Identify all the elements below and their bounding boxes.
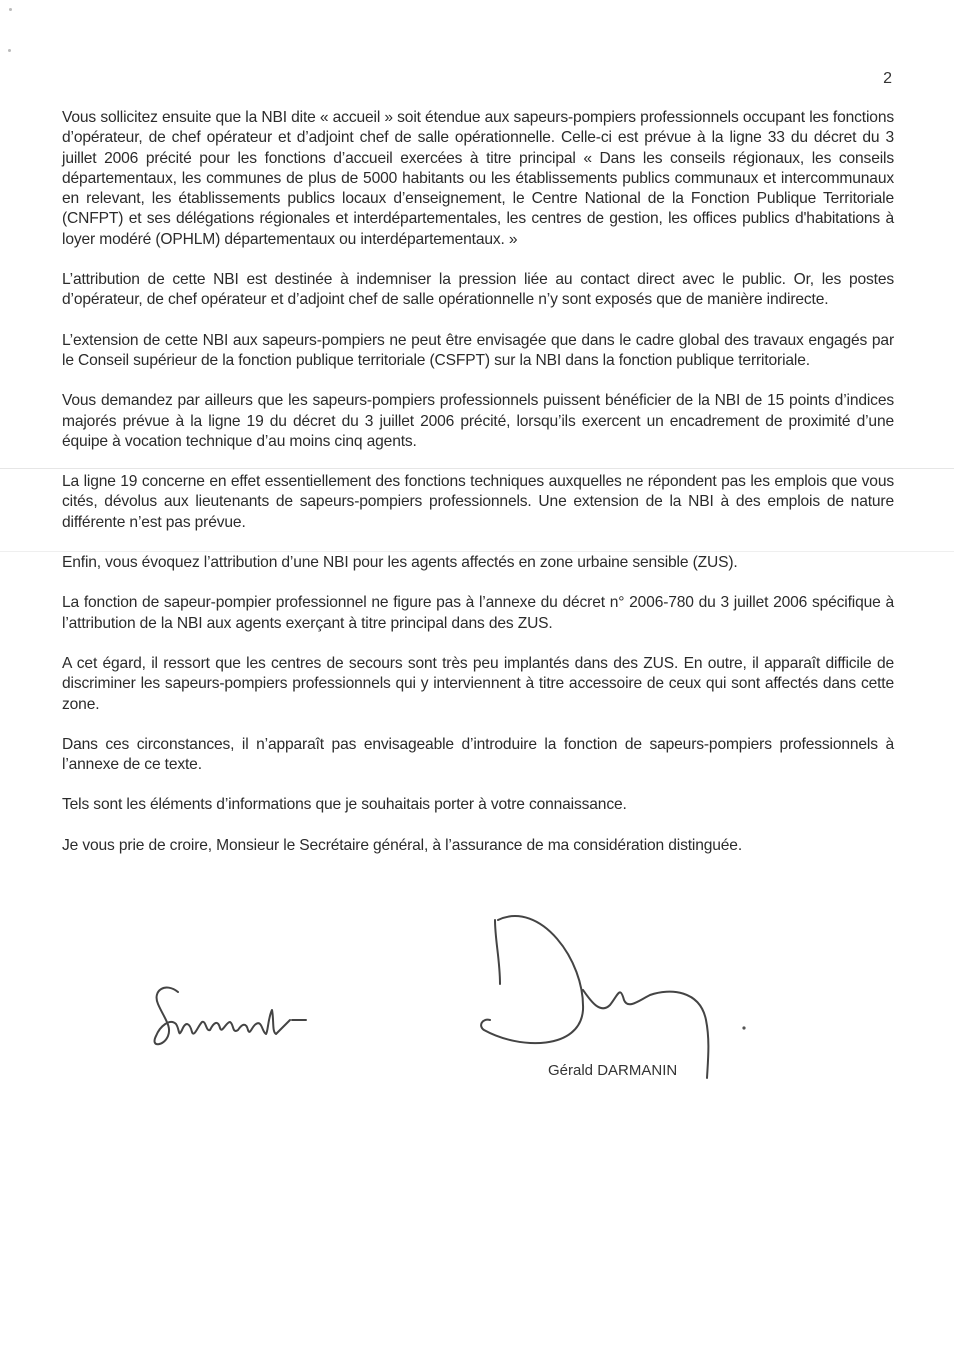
paragraph-attribution-purpose: L’attribution de cette NBI est destinée à indemniser la pression liée au contact direct avec le public. Or, les postes d’opérateur, de chef opérateur et d’adjoint chef de salle opérationnelle n’y sont exposés que de manière indirecte. [62,271,894,309]
signatures [0,900,954,1100]
paragraph-extension-csfpt: L’extension de cette NBI aux sapeurs-pompiers ne peut être envisagée que dans le cadre global des travaux engagés par le Conseil supérieur de la fonction publique territoriale (CSFPT) sur la NBI dans la fonction publique territoriale. [62,331,894,369]
scan-speck [9,8,12,11]
handwritten-signature-right [481,916,708,1078]
paragraph-zus-annexe: La fonction de sapeur-pompier professionnel ne figure pas à l’annexe du décret n° 2006-780 du 3 juillet 2006 spécifique à l’attribution de la NBI aux agents exerçant à titre principal dans des ZUS. [62,594,894,632]
paragraph-informations: Tels sont les éléments d’informations que je souhaitais porter à votre connaissance. [62,796,627,814]
paragraph-nbi-accueil: Vous sollicitez ensuite que la NBI dite « accueil » soit étendue aux sapeurs-pompiers professionnels occupant les fonctions d’opérateur, de chef opérateur et d’adjoint chef de salle opérationnelle. Celle-ci est prévue à la ligne 33 du décret du 3 juillet 2006 précité pour les fonctions d’accueil exercées à titre principal « Dans les conseils régionaux, les conseils départementaux, les communes de plus de 5000 habitants ou les établissements publics communaux et intercommunaux en relevant, les établissements publics locaux d’enseignement, le Centre National de la Fonction Publique Territoriale (CNFPT) et ses délégations régionales et interdépartementales, les centres de gestion, les offices publics d'habitations à loyer modéré (OPHLM) départementaux ou interdépartementaux. » [62,109,894,248]
signatory-name: Gérald DARMANIN [548,1062,678,1079]
handwritten-signature-left [155,988,306,1045]
signature-area [0,900,954,1100]
paragraph-circonstances: Dans ces circonstances, il n’apparaît pas envisageable d’introduire la fonction de sapeurs-pompiers professionnels à l’annexe de ce texte. [62,735,894,774]
ink-dot [742,1026,745,1029]
paragraph-zus-centres: A cet égard, il ressort que les centres de secours sont très peu implantés dans des ZUS. En outre, il apparaît difficile de discriminer les sapeurs-pompiers professionnels qui y interviennent à titre accessoire de ceux qui sont affectés dans cette zone. [62,654,894,713]
paragraph-ligne-19-request: Vous demandez par ailleurs que les sapeurs-pompiers professionnels puissent bénéficier de la NBI de 15 points d’indices majorés prévue à la ligne 19 du décret du 3 juillet 2006 précité, lorsqu’ils exercent un encadrement de proximité d’une équipe à vocation technique d’au moins cinq agents. [62,392,894,450]
letter-body [62,108,894,856]
page-number: 2 [883,70,892,87]
paragraph-ligne-19-response: La ligne 19 concerne en effet essentiellement des fonctions techniques auxquelles ne répondent pas les emplois que vous cités, dévolus aux lieutenants de sapeurs-pompiers professionnels. Une extension de la NBI à des emplois de nature différente n’est pas prévue. [62,473,894,531]
paragraph-zus-request: Enfin, vous évoquez l’attribution d’une NBI pour les agents affectés en zone urbaine sensible (ZUS). [62,554,738,572]
scan-speck [8,49,11,52]
paragraph-closing: Je vous prie de croire, Monsieur le Secrétaire général, à l’assurance de ma considération distinguée. [62,836,743,854]
